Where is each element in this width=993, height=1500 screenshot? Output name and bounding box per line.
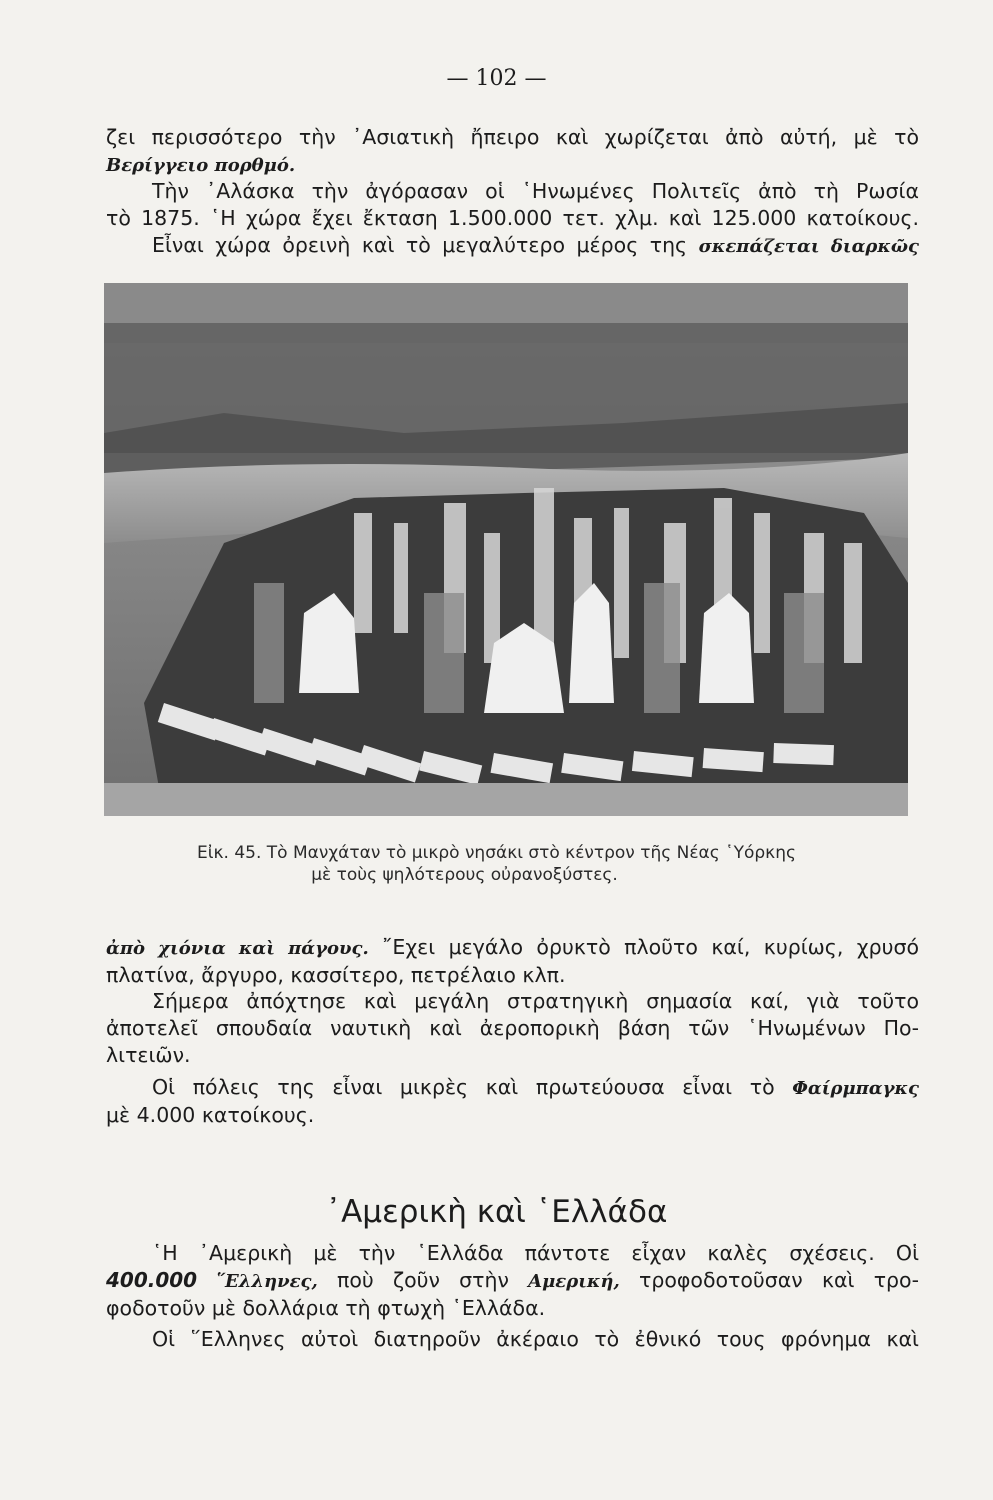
text-line: τὸ 1875. ῾Η χώρα ἔχει ἔκταση 1.500.000 τετ. χλμ. καὶ 125.000 κατοίκους. bbox=[106, 206, 919, 230]
text-line: ῾Η ᾿Αμερικὴ μὲ τὴν ῾Ελλάδα πάντοτε εἶχαν καλὲς σχέσεις. Οἱ bbox=[152, 1241, 919, 1265]
paragraph-mountainous bbox=[106, 232, 919, 260]
caption-line: μὲ τοὺς ψηλότερους οὐρανοξύστες. bbox=[311, 865, 618, 885]
text-line bbox=[106, 1074, 919, 1102]
text-line: μὲ 4.000 κατοίκους. bbox=[106, 1103, 315, 1127]
page-number: — 102 — bbox=[446, 66, 547, 91]
paragraph-strategic bbox=[106, 988, 919, 1069]
text-span: Οἱ πόλεις της εἶναι μικρὲς καὶ πρωτεύουσα εἶναι τὸ bbox=[152, 1075, 793, 1099]
text-line bbox=[106, 934, 919, 962]
section-title: ᾿Αμερικὴ καὶ ῾Ελλάδα bbox=[325, 1193, 668, 1230]
caption-line: Εἰκ. 45. Τὸ Μανχάταν τὸ μικρὸ νησάκι στὸ κέντρον τῆς Νέας ῾Υόρκης bbox=[197, 843, 796, 863]
figure-caption bbox=[0, 842, 993, 886]
text-span: τροφοδοτοῦσαν καὶ τρο- bbox=[619, 1268, 919, 1292]
text-line: Σήμερα ἀπόχτησε καὶ μεγάλη στρατηγικὴ σημασία καί, γιὰ τοῦτο bbox=[152, 989, 919, 1013]
emphasis-text: ἀπὸ χιόνια καὶ πάγους. bbox=[106, 938, 369, 959]
paragraph-bering bbox=[106, 124, 919, 179]
text-span: Εἶναι χώρα ὀρεινὴ καὶ τὸ μεγαλύτερο μέρος της bbox=[152, 233, 699, 257]
emphasis-text: Φαίρμπαγκς bbox=[792, 1078, 919, 1099]
emphasis-text: Αμερική, bbox=[528, 1271, 620, 1292]
emphasis-text: Βερίγγειο πορθμό. bbox=[106, 155, 296, 176]
text-line: ἀποτελεῖ σπουδαία ναυτικὴ καὶ ἀεροπορικὴ βάση τῶν ῾Ηνωμένων Πο- bbox=[106, 1016, 919, 1040]
text-line bbox=[106, 1267, 919, 1295]
manhattan-photo bbox=[104, 283, 908, 816]
emphasis-number: 400.000 bbox=[106, 1268, 198, 1292]
text-line: Οἱ ῞Ελληνες αὐτοὶ διατηροῦν ἀκέραιο τὸ ἐθνικό τους φρόνημα καὶ bbox=[152, 1327, 919, 1351]
text-line: λιτειῶν. bbox=[106, 1043, 191, 1067]
text-line: Τὴν ᾿Αλάσκα τὴν ἀγόρασαν οἱ ῾Ηνωμένες Πολιτεῖς ἀπὸ τὴ Ρωσία bbox=[152, 179, 919, 203]
paragraph-cities bbox=[106, 1074, 919, 1129]
text-span: ποὺ ζοῦν στὴν bbox=[317, 1268, 529, 1292]
paragraph-national-spirit bbox=[106, 1326, 919, 1353]
text-line: πλατίνα, ἄργυρο, κασσίτερο, πετρέλαιο κλπ. bbox=[106, 963, 566, 987]
text-line: ζει περισσότερο τὴν ᾿Ασιατικὴ ἤπειρο καὶ χωρίζεται ἀπὸ αὐτή, μὲ τὸ bbox=[106, 125, 919, 149]
paragraph-alaska-purchase bbox=[106, 178, 919, 232]
emphasis-text: σκεπάζεται διαρκῶς bbox=[698, 236, 919, 257]
text-span: ῎Εχει μεγάλο ὀρυκτὸ πλοῦτο καί, κυρίως, χρυσό bbox=[368, 935, 919, 959]
paragraph-minerals bbox=[106, 934, 919, 989]
text-line bbox=[106, 232, 919, 260]
manhattan-aerial-image bbox=[104, 283, 908, 816]
emphasis-text: ῞Ελληνες, bbox=[197, 1271, 318, 1292]
paragraph-relations bbox=[106, 1240, 919, 1322]
text-line bbox=[106, 151, 919, 179]
text-line: φοδοτοῦν μὲ δολλάρια τὴ φτωχὴ ῾Ελλάδα. bbox=[106, 1296, 546, 1320]
